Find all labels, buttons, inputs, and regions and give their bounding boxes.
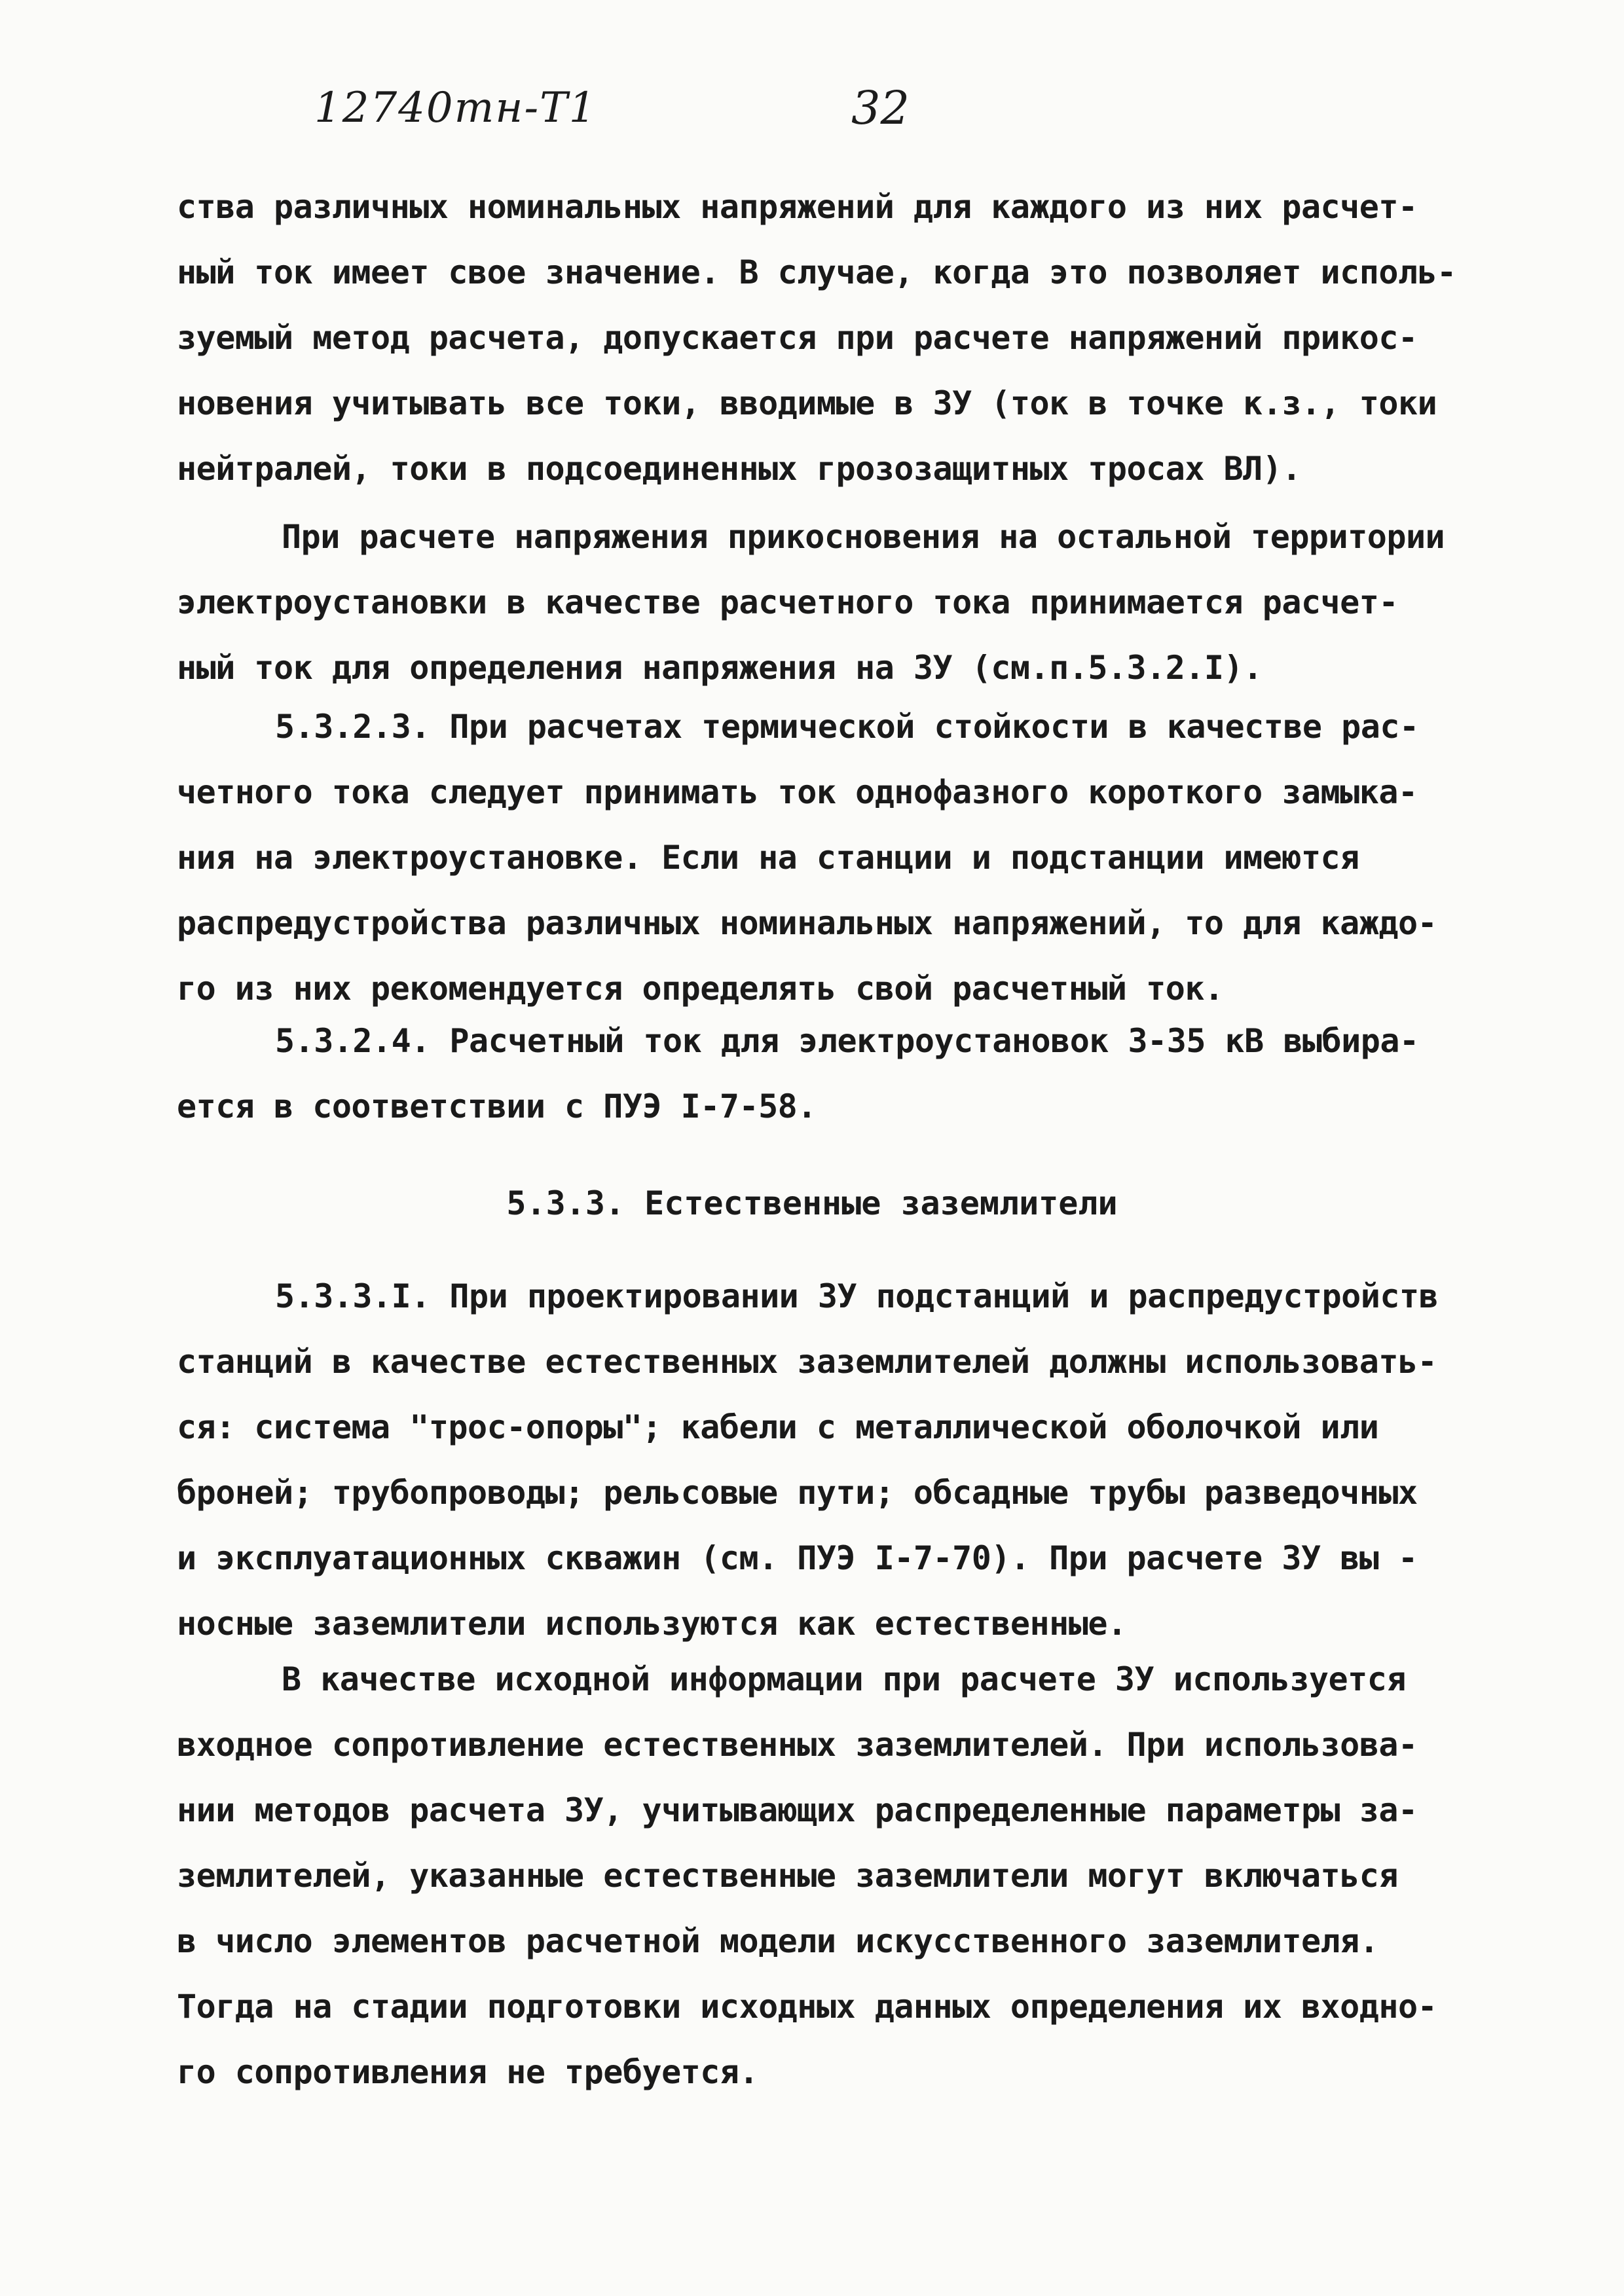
- text-line: входное сопротивление естественных заземлителей. При использова-: [177, 1726, 1418, 1764]
- text-line: носные заземлители используются как естественные.: [177, 1605, 1127, 1643]
- text-line: ный ток для определения напряжения на ЗУ (см.п.5.3.2.I).: [177, 649, 1263, 687]
- text-line: распредустройства различных номинальных напряжений, то для каждо-: [177, 904, 1437, 942]
- text-line: го из них рекомендуется определять свой расчетный ток.: [177, 970, 1224, 1008]
- section-heading: 5.3.3. Естественные заземлители: [506, 1184, 1118, 1222]
- text-line: 5.3.2.4. Расчетный ток для электроустановок 3-35 кВ выбира-: [275, 1022, 1419, 1060]
- text-line: нейтралей, токи в подсоединенных грозозащитных тросах ВЛ).: [177, 450, 1301, 488]
- text-line: ния на электроустановке. Если на станции и подстанции имеются: [177, 839, 1359, 877]
- paragraph-input-information: [177, 1647, 1480, 2105]
- text-line: новения учитывать все токи, вводимые в ЗУ (ток в точке к.з., токи: [177, 384, 1437, 422]
- text-line: ся: система "трос-опоры"; кабели с металлической оболочкой или: [177, 1408, 1379, 1446]
- document-code: 12740тн-Т1: [314, 84, 597, 132]
- text-line: В качестве исходной информации при расчете ЗУ используется: [282, 1660, 1406, 1698]
- text-line: станций в качестве естественных заземлителей должны использовать-: [177, 1343, 1437, 1381]
- text-line: ства различных номинальных напряжений для каждого из них расчет-: [177, 188, 1418, 226]
- text-line: ется в соответствии с ПУЭ I-7-58.: [177, 1087, 817, 1125]
- text-line: 5.3.2.3. При расчетах термической стойкости в качестве рас-: [275, 708, 1419, 746]
- text-line: броней; трубопроводы; рельсовые пути; обсадные трубы разведочных: [177, 1474, 1418, 1512]
- paragraph-5-3-2-4: [177, 1008, 1480, 1139]
- paragraph-5-3-3-1: [177, 1264, 1480, 1656]
- text-line: го сопротивления не требуется.: [177, 2053, 759, 2091]
- text-line: четного тока следует принимать ток однофазного короткого замыка-: [177, 773, 1418, 811]
- text-line: электроустановки в качестве расчетного тока принимается расчет-: [177, 583, 1398, 621]
- text-line: нии методов расчета ЗУ, учитывающих распределенные параметры за-: [177, 1791, 1418, 1829]
- paragraph-touch-voltage: [177, 504, 1480, 701]
- text-line: ный ток имеет свое значение. В случае, когда это позволяет исполь-: [177, 253, 1456, 291]
- text-line: 5.3.3.I. При проектировании ЗУ подстанций и распредустройств: [275, 1277, 1439, 1315]
- text-line: зуемый метод расчета, допускается при расчете напряжений прикос-: [177, 319, 1418, 357]
- paragraph-continuation: [177, 174, 1480, 501]
- text-line: землителей, указанные естественные заземлители могут включаться: [177, 1857, 1398, 1895]
- text-line: и эксплуатационных скважин (см. ПУЭ I-7-70). При расчете ЗУ вы -: [177, 1539, 1418, 1577]
- text-line: При расчете напряжения прикосновения на остальной территории: [282, 518, 1445, 556]
- paragraph-5-3-2-3: [177, 694, 1480, 1021]
- page-number: 32: [851, 81, 910, 135]
- text-line: в число элементов расчетной модели искусственного заземлителя.: [177, 1922, 1379, 1960]
- text-line: Тогда на стадии подготовки исходных данных определения их входно-: [177, 1988, 1437, 2026]
